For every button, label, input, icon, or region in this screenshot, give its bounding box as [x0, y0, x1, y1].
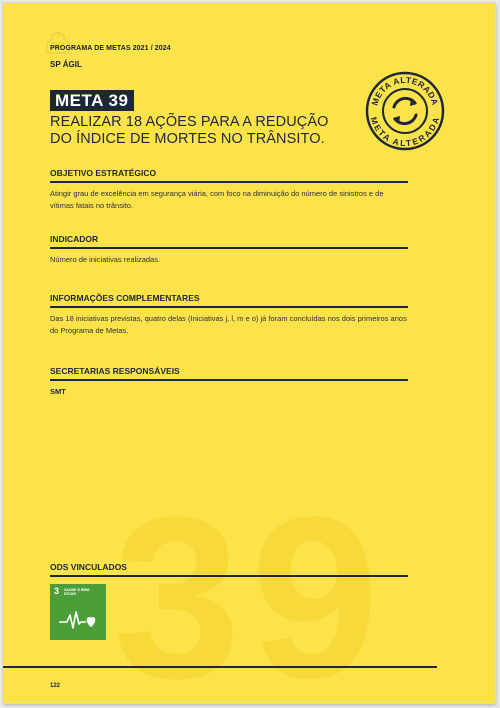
- section-objetivo: [50, 168, 408, 212]
- page-watermark-number: 39: [113, 469, 389, 703]
- ods-label: SAÚDE E BEM-ESTAR: [64, 588, 91, 596]
- section-informacoes: [50, 293, 408, 337]
- meta-title-line: REALIZAR 18 AÇÕES PARA A REDUÇÃO: [50, 114, 329, 130]
- heartbeat-icon: [58, 610, 98, 632]
- ods-number: 3: [54, 586, 60, 596]
- meta-title-line: DO ÍNDICE DE MORTES NO TRÂNSITO.: [50, 131, 325, 147]
- section-heading: INDICADOR: [50, 234, 408, 249]
- section-heading: SECRETARIAS RESPONSÁVEIS: [50, 366, 408, 381]
- section-text: Número de iniciativas realizadas.: [50, 255, 161, 264]
- svg-text:META ALTERADA: [369, 116, 442, 148]
- meta-title: [50, 114, 330, 148]
- meta-badge: META 39: [50, 90, 134, 111]
- stamp-text-top: META ALTERADA: [369, 74, 441, 107]
- document-page: [3, 3, 495, 703]
- svg-text:META ALTERADA: [370, 75, 441, 107]
- page-number: 122: [50, 683, 61, 689]
- section-secretarias: [50, 366, 408, 398]
- ods-3-icon: [50, 584, 106, 640]
- footer-rule: [3, 666, 437, 668]
- section-text: SMT: [50, 387, 66, 396]
- section-text: Atingir grau de excelência em segurança viária, com foco na diminuição do número de sinistros e de vítimas fatais no trânsito.: [50, 189, 384, 210]
- section-heading: ODS VINCULADOS: [50, 562, 408, 577]
- section-ods: [50, 562, 408, 577]
- section-label: SP ÁGIL: [50, 60, 82, 69]
- meta-alterada-stamp: [365, 71, 445, 151]
- section-indicador: [50, 234, 408, 266]
- stamp-text-bottom: META ALTERADA: [368, 115, 442, 149]
- section-text: Das 18 iniciativas previstas, quatro delas (Iniciativas j, l, m e o) já foram concluídas nos dois primeiros anos do Programa de Metas.: [50, 314, 407, 335]
- program-title: PROGRAMA DE METAS 2021 / 2024: [50, 45, 171, 52]
- section-heading: OBJETIVO ESTRATÉGICO: [50, 168, 408, 183]
- section-heading: INFORMAÇÕES COMPLEMENTARES: [50, 293, 408, 308]
